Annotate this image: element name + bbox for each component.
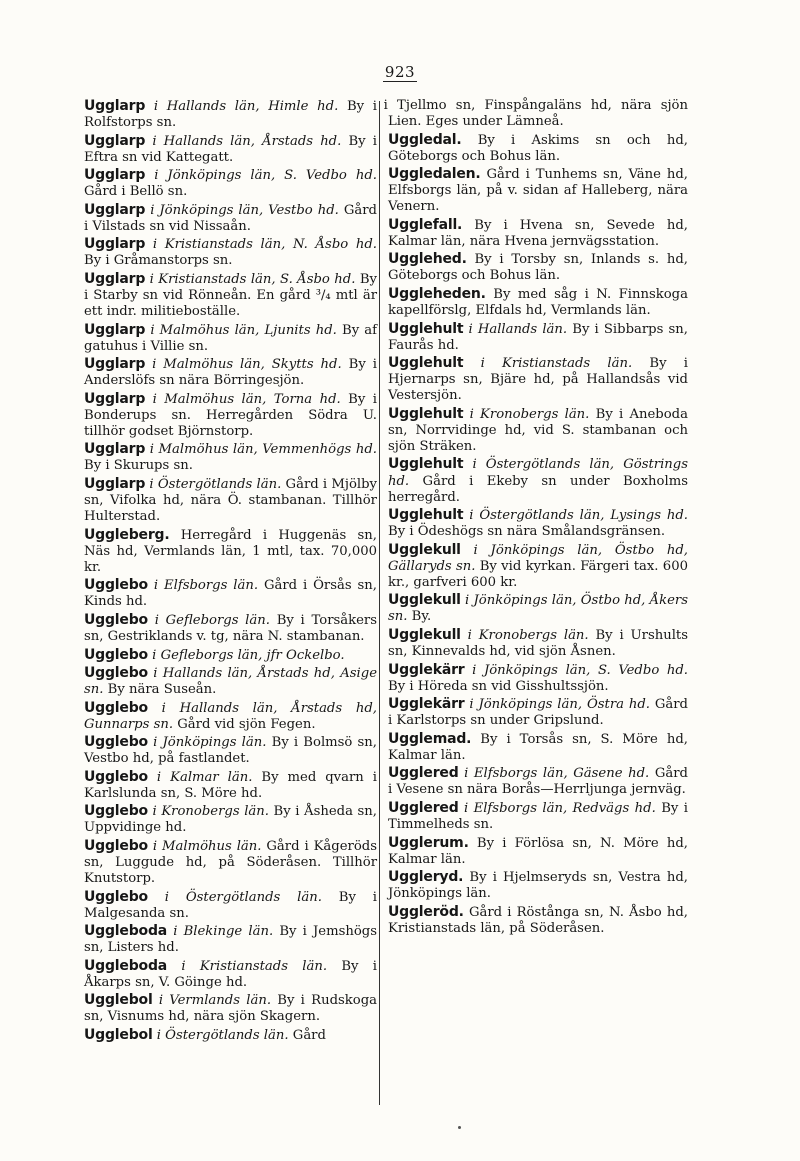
entry-headword: Ugglebol [84,992,153,1009]
dictionary-entry [84,923,377,956]
entry-description: By i Åkarps sn, V. Göinge hd. [84,958,377,990]
entry-description: By i Rudskoga sn, Visnums hd, nära sjön Skagern. [84,993,378,1025]
entry-location: i Jönköpings län, Östbo hd, Åkers sn. [388,593,688,625]
entry-description: By. [411,609,432,625]
column-divider [379,101,380,1105]
entry-headword: Ugglebol [84,1027,153,1044]
entry-description: By i Torsåkers sn, Gestriklands v. tg, nära N. stambanan. [84,612,377,644]
dictionary-entry [388,251,688,284]
entry-description: By i Höreda sn vid Gisshultssjön. [388,678,609,694]
left-column [84,98,377,1044]
entry-location: i Hallands län, Årstads hd, Asige sn. [84,666,377,698]
entry-location: i Östergötlands län. [164,889,322,905]
entry-headword: Uggleheden. [388,286,486,303]
entry-headword: Ugglehed. [388,251,467,268]
dictionary-entry [84,236,377,269]
entry-description: Gård i Örsås sn, Kinds hd. [84,578,377,610]
entry-description: Gård i Mjölby sn, Vifolka hd, nära Ö. stambanan. Tillhör Hulterstad. [84,477,377,525]
dictionary-entry [388,835,688,868]
entry-description: By i Bolmsö sn, Vestbo hd, på fastlandet. [84,735,377,767]
entry-description: Gård i Vilstads sn vid Nissaån. [84,202,377,234]
dictionary-entry [388,869,688,902]
entry-description: By i Urshults sn, Kinnevalds hd, vid sjön Åsnen. [388,627,689,659]
entry-location: i Elfsborgs län, Gäsene hd. [464,766,650,782]
dictionary-entry [84,992,377,1025]
entry-location: i Hallands län, Årstads hd. [152,133,342,149]
entry-description: Gård i Bellö sn. [84,184,188,200]
entry-headword: Uggleberg. [84,526,170,543]
entry-location: i Kristianstads län, S. Åsbo hd. [149,271,356,287]
dictionary-entry [84,803,377,836]
entry-location: i Malmöhus län, Vemmenhögs hd. [149,442,377,458]
entry-headword: Ugglebo [84,803,148,820]
dictionary-entry [383,98,688,130]
dictionary-entry [388,800,688,833]
dictionary-entry [388,132,688,165]
dictionary-entry [84,167,377,200]
entry-description: Gård i Tunhems sn, Väne hd, Elfsborgs län, på v. sidan af Halleberg, nära Venern. [388,167,688,215]
entry-description: By i Hvena sn, Sevede hd, Kalmar län, nära Hvena jernvägsstation. [388,217,688,249]
entry-headword: Uggledal. [388,131,462,148]
entry-description: By i Åsheda sn, Uppvidinge hd. [84,804,377,836]
entry-headword: Uggledalen. [388,166,481,183]
entry-headword: Ugglered [388,799,459,816]
dictionary-entry [388,286,688,319]
dictionary-entry [388,731,688,764]
entry-location: i Elfsborgs län. [153,578,259,594]
entry-location: i Jönköpings län, Östbo hd, Gällaryds sn. [388,542,688,574]
entry-description: By i Ödeshögs sn nära Smålandsgränsen. [388,524,666,540]
dictionary-entry [388,662,688,695]
dictionary-entry [84,838,377,887]
entry-headword: Ugglehult [388,355,464,372]
entry-headword: Ugglarp [84,356,146,373]
dictionary-entry [388,507,688,540]
entry-description: Gård i Vesene sn nära Borås—Herrljunga jernväg. [388,766,688,798]
entry-headword: Ugglekull [388,541,461,558]
entry-location: i Malmöhus län. [152,839,262,855]
entry-description: By i Starby sn vid Rönneån. En gård ³/₄ mtl är ett indr. militieboställe. [84,271,377,320]
entry-description: By vid kyrkan. Färgeri tax. 600 kr., garfveri 600 kr. [388,558,688,590]
entry-description: Gård i Kågeröds sn, Luggude hd, på Söderåsen. Tillhör Knutstorp. [84,839,377,887]
entry-location: i Östergötlands län, Göstrings hd. [388,457,688,489]
entry-description: By i Rolfstorps sn. [84,99,377,131]
dictionary-entry [84,734,377,767]
entry-location: i Östergötlands län. [149,477,282,493]
entry-description: By i Hjelmseryds sn, Vestra hd, Jönköpings län. [388,870,688,902]
entry-headword: Ugglehult [388,456,464,473]
entry-headword: Ugglerum. [388,834,469,851]
entry-headword: Ugglarp [84,236,146,253]
entry-description: Gård vid sjön Fegen. [177,716,316,732]
entry-description: By i Timmelheds sn. [388,800,688,832]
dictionary-entry [84,889,377,922]
ink-speck [458,1126,461,1129]
dictionary-entry [388,592,688,625]
entry-headword: Ugglehult [388,405,464,422]
entry-description: Gård [292,1028,326,1044]
dictionary-entry [84,322,377,355]
entry-location: i Kronobergs län. [469,406,590,422]
entry-headword: Ugglarp [84,167,146,184]
entry-location: i Kristianstads län. [480,356,633,372]
entry-location: i Kronobergs län. [152,804,269,820]
entry-description: Gård i Röstånga sn, N. Åsbo hd, Kristianstads län, på Söderåsen. [388,904,688,936]
dictionary-entry [84,612,377,645]
dictionary-entry [84,391,377,440]
entry-headword: Ugglarp [84,390,146,407]
entry-location: i Östergötlands län. [156,1028,289,1044]
dictionary-entry [84,1027,377,1044]
dictionary-entry [84,133,377,166]
entry-headword: Ugglemad. [388,730,472,747]
dictionary-entry [84,441,377,474]
entry-location: i Hallands län. [468,321,568,337]
entry-description: Gård i Karlstorps sn under Gripslund. [388,697,689,729]
entry-headword: Ugglebo [84,838,148,855]
entry-location: i Vermlands län. [158,993,272,1009]
dictionary-entry [84,476,377,525]
entry-location: i Elfsborgs län, Redvägs hd. [463,800,656,816]
entry-headword: Ugglekull [388,626,461,643]
dictionary-entry [388,904,688,937]
dictionary-entry [84,527,377,576]
dictionary-entry [388,456,688,505]
entry-description: By i Malgesanda sn. [84,889,377,921]
entry-headword: Ugglehult [388,320,464,337]
dictionary-entry [388,627,688,660]
entry-headword: Ugglebo [84,699,148,716]
dictionary-entry [84,98,377,131]
dictionary-entry [388,406,688,455]
entry-description: By i Askims sn och hd, Göteborgs och Bohus län. [388,132,688,164]
entry-headword: Ugglekärr [388,661,465,678]
entry-description: By i Förlösa sn, N. Möre hd, Kalmar län. [388,835,688,867]
entry-location: i Blekinge län. [173,924,274,940]
entry-location: i Jönköpings län, Vestbo hd. [150,202,339,218]
dictionary-entry [84,700,377,733]
entry-description: By af gatuhus i Villie sn. [84,322,378,354]
entry-location: i Malmöhus län, Skytts hd. [152,357,342,373]
entry-location: i Gefleborgs län, jfr Ockelbo. [152,647,345,663]
entry-location: i Hallands län, Himle hd. [153,99,339,114]
dictionary-entry [84,958,377,991]
entry-description: By i Gråmanstorps sn. [84,253,233,269]
entry-description: By i Aneboda sn, Norrvidinge hd, vid S. stambanan och sjön Sträken. [388,406,688,454]
entry-headword: Ugglered [388,765,459,782]
entry-description: Herregård i Huggenäs sn, Näs hd, Vermlands län, 1 mtl, tax. 70,000 kr. [84,527,377,575]
entry-headword: Ugglebo [84,888,148,905]
entry-location: i Jönköpings län, Östra hd. [469,697,650,713]
entry-description: By i Jemshögs sn, Listers hd. [84,924,378,956]
entry-headword: Ugglarp [84,441,146,458]
dictionary-entry [84,769,377,802]
entry-location: i Kristianstads län. [181,958,328,974]
entry-location: i Östergötlands län, Lysings hd. [469,508,688,524]
entry-description: By i Eftra sn vid Kattegatt. [84,133,377,165]
dictionary-entry [388,542,688,591]
entry-headword: Ugglefall. [388,216,463,233]
entry-headword: Uggleboda [84,957,168,974]
entry-headword: Ugglebo [84,768,148,785]
entry-description: By i Torsås sn, S. Möre hd, Kalmar län. [388,731,688,763]
entry-description: By i Skurups sn. [84,458,193,474]
entry-location: i Hallands län, Årstads hd, Gunnarps sn. [84,700,377,732]
entry-location: i Kalmar län. [156,769,253,785]
entry-headword: Ugglehult [388,507,464,524]
entry-location: i Jönköpings län. [153,735,267,751]
dictionary-entry [84,271,377,320]
dictionary-entry [388,217,688,250]
entry-description: By i Bonderups sn. Herregården Södra U. tillhör godset Björnstorp. [84,391,377,439]
entry-headword: Ugglarp [84,321,146,338]
entry-location: i Kristianstads län, N. Åsbo hd. [152,237,377,253]
entry-description: By nära Suseån. [107,682,217,698]
entry-location: i Jönköpings län, S. Vedbo hd. [472,662,688,678]
entry-headword: Ugglebo [84,577,148,594]
dictionary-entry [84,356,377,389]
entry-location: i Jönköpings län, S. Vedbo hd. [154,168,377,184]
entry-description: By med såg i N. Finnskoga kapellförslg, Elfdals hd, Vermlands län. [388,287,688,319]
entry-headword: Ugglekärr [388,696,465,713]
entry-description: By i Sibbarps sn, Faurås hd. [388,321,688,353]
dictionary-entry [388,321,688,354]
entry-headword: Ugglarp [84,132,146,149]
dictionary-entry [84,202,377,235]
entry-headword: Ugglarp [84,476,146,493]
dictionary-entry [84,665,377,698]
page-number: 923 [384,63,416,81]
entry-description: By med qvarn i Karlslunda sn, S. Möre hd. [84,769,377,801]
entry-description: Gård i Ekeby sn under Boxholms herregård. [388,473,688,505]
dictionary-entry [388,765,688,798]
entry-location: i Malmöhus län, Torna hd. [152,391,341,407]
right-column [383,98,689,937]
entry-headword: Ugglerӧd. [388,903,464,920]
entry-headword: Ugglekull [388,592,461,609]
entry-description: By i Torsby sn, Inlands s. hd, Göteborgs och Bohus län. [388,252,688,284]
entry-headword: Ugglebo [84,611,148,628]
entry-headword: Uggleryd. [388,869,464,886]
entry-headword: Ugglarp [84,201,146,218]
entry-headword: Ugglebo [84,646,148,663]
entry-location: i Gefleborgs län. [154,612,270,628]
entry-headword: Ugglarp [84,270,146,287]
entry-headword: Ugglebo [84,734,148,751]
entry-location: i Malmöhus län, Ljunits hd. [150,322,337,338]
dictionary-entry [388,355,688,404]
entry-headword: Ugglarp [84,98,146,114]
entry-description: By i Anderslöfs sn nära Börringesjön. [84,357,377,389]
entry-location: i Kronobergs län. [467,627,589,643]
entry-description: i Tjellmo sn, Finspångaläns hd, nära sjön Lien. Eges under Lämneå. [383,98,688,130]
dictionary-entry [388,166,688,215]
dictionary-entry [84,647,377,664]
entry-description: By i Hjernarps sn, Bjäre hd, på Hallandsås vid Vestersjön. [388,356,688,404]
entry-headword: Uggleboda [84,923,168,940]
entry-headword: Ugglebo [84,665,148,682]
dictionary-entry [84,577,377,610]
dictionary-entry [388,696,688,729]
